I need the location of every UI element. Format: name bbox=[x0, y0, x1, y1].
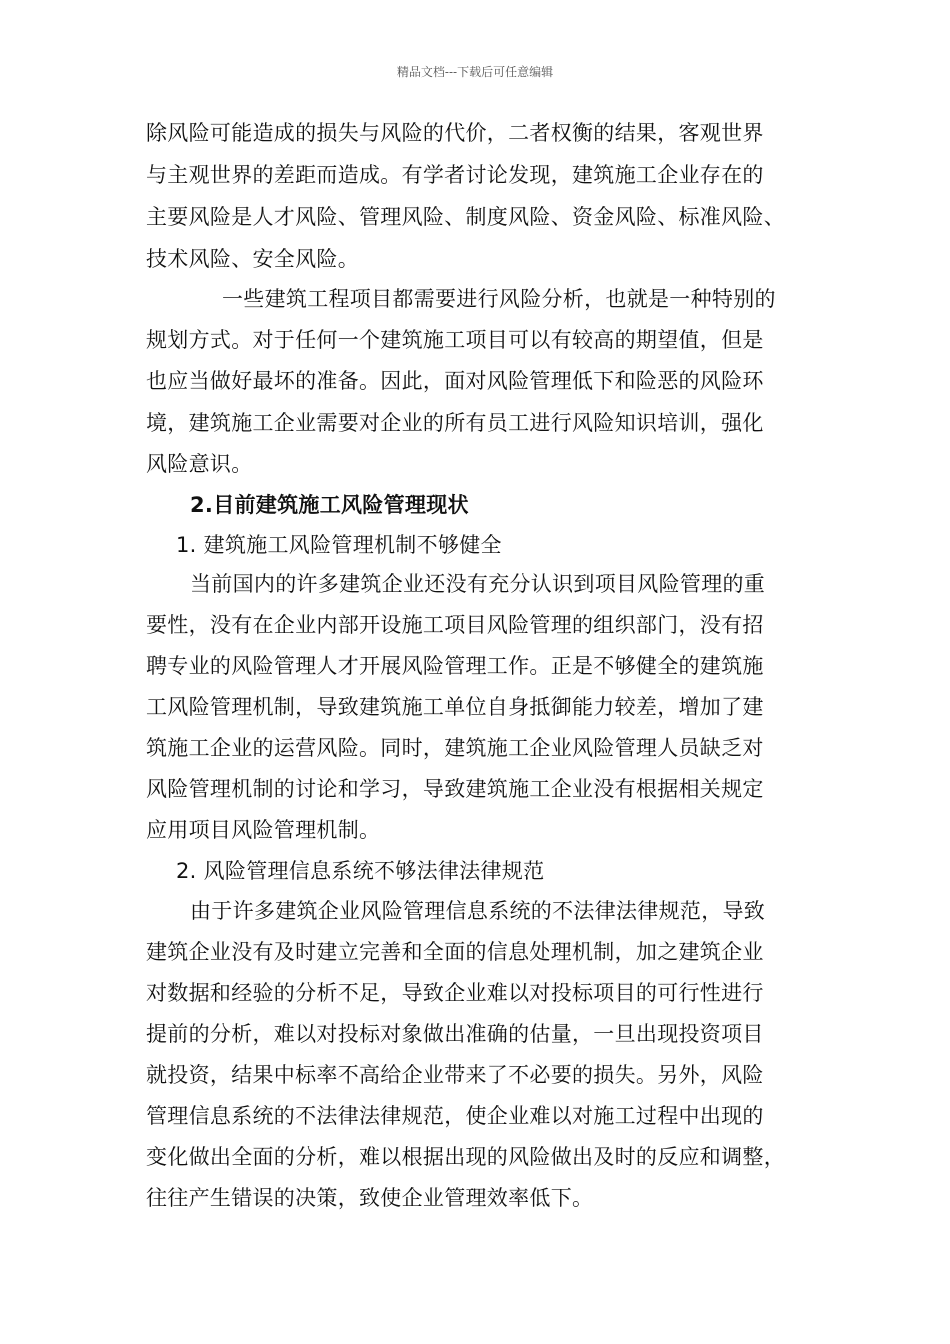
text-line: 变化做出全面的分析，难以根据出现的风险做出及时的反应和调整， bbox=[146, 1145, 785, 1169]
text-line: 管理信息系统的不法律法律规范，使企业难以对施工过程中出现的 bbox=[146, 1104, 764, 1128]
text-line: 与主观世界的差距而造成。有学者讨论发现，建筑施工企业存在的 bbox=[146, 163, 764, 187]
page-header: 精品文档---下载后可任意编辑 bbox=[396, 65, 554, 79]
text-line: 就投资，结果中标率不高给企业带来了不必要的损失。另外，风险 bbox=[146, 1063, 764, 1087]
text-line: 风险意识。 bbox=[146, 452, 253, 476]
text-line: 要性，没有在企业内部开设施工项目风险管理的组织部门，没有招 bbox=[146, 613, 764, 637]
text-line: 当前国内的许多建筑企业还没有充分认识到项目风险管理的重 bbox=[190, 572, 766, 596]
text-line: 工风险管理机制，导致建筑施工单位自身抵御能力较差，增加了建 bbox=[146, 695, 764, 719]
text-line: 建筑企业没有及时建立完善和全面的信息处理机制，加之建筑企业 bbox=[146, 940, 764, 964]
text-line: 提前的分析，难以对投标对象做出准确的估量，一旦出现投资项目 bbox=[146, 1022, 764, 1046]
text-line: 除风险可能造成的损失与风险的代价，二者权衡的结果，客观世界 bbox=[146, 121, 764, 145]
text-line: 往往产生错误的决策，致使企业管理效率低下。 bbox=[146, 1186, 594, 1210]
subsection-heading: 1. 建筑施工风险管理机制不够健全 bbox=[176, 533, 502, 557]
text-line: 境，建筑施工企业需要对企业的所有员工进行风险知识培训，强化 bbox=[146, 411, 764, 435]
text-line: 由于许多建筑企业风险管理信息系统的不法律法律规范，导致 bbox=[190, 899, 766, 923]
subsection-heading: 2. 风险管理信息系统不够法律法律规范 bbox=[176, 859, 545, 883]
text-line: 风险管理机制的讨论和学习，导致建筑施工企业没有根据相关规定 bbox=[146, 777, 764, 801]
text-line: 也应当做好最坏的准备。因此，面对风险管理低下和险恶的风险环 bbox=[146, 369, 764, 393]
text-line: 聘专业的风险管理人才开展风险管理工作。正是不够健全的建筑施 bbox=[146, 654, 764, 678]
text-line: 应用项目风险管理机制。 bbox=[146, 818, 381, 842]
text-line: 筑施工企业的运营风险。同时，建筑施工企业风险管理人员缺乏对 bbox=[146, 736, 764, 760]
section-heading: 2.目前建筑施工风险管理现状 bbox=[190, 493, 469, 517]
text-line: 一些建筑工程项目都需要进行风险分析，也就是一种特别的 bbox=[222, 287, 776, 311]
text-line: 对数据和经验的分析不足，导致企业难以对投标项目的可行性进行 bbox=[146, 981, 764, 1005]
text-line: 技术风险、安全风险。 bbox=[146, 247, 359, 271]
text-line: 规划方式。对于任何一个建筑施工项目可以有较高的期望值，但是 bbox=[146, 328, 764, 352]
text-line: 主要风险是人才风险、管理风险、制度风险、资金风险、标准风险、 bbox=[146, 205, 785, 229]
